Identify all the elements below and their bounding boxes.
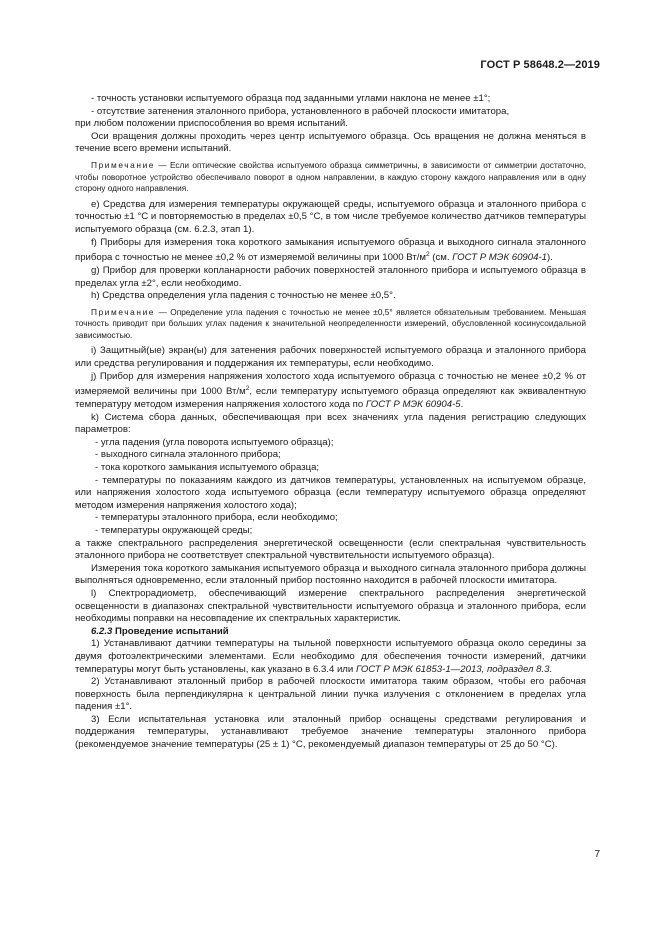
standard-reference: ГОСТ Р МЭК 60904-5 bbox=[365, 399, 461, 411]
list-item: - точность установки испытуемого образца под заданными углами наклона не менее ±1°; bbox=[91, 93, 491, 104]
page-number: 7 bbox=[594, 849, 600, 860]
note-text: — Определение угла падения с точностью не менее ±0,5° является обязательным требованием. Меньшая точность приводит при больших углах падения к значительной неопределенности измерений, обусловленной косинусоидальной зависимостью. bbox=[75, 306, 586, 340]
section-number: 6.2.3 bbox=[91, 625, 113, 637]
paragraph: Измерения тока короткого замыкания испытуемого образца и выходного сигнала эталонного прибора должны выполняться одновременно, если эталонный прибор постоянно находится в рабочей плоскости имитатора. bbox=[75, 562, 586, 587]
text-run: ). bbox=[546, 252, 553, 264]
document-header: ГОСТ Р 58648.2—2019 bbox=[480, 59, 600, 71]
document-body bbox=[75, 93, 586, 752]
paragraph bbox=[75, 237, 586, 265]
list-item: - отсутствие затенения эталонного прибора, установленного в рабочей плоскости имитатора, bbox=[91, 105, 510, 117]
paragraph: g) Прибор для проверки копланарности рабочих поверхностей эталонного прибора и испытуемого образца в пределах угла ±2°, если необходимо. bbox=[75, 264, 586, 289]
list-item: - температуры по показаниям каждого из датчиков температуры, установленных на испытуемом образце, или напряжения холостого хода испытуемого образца (если температуру испытуемого образца определяют методом измерения напряжения холостого хода); bbox=[75, 474, 586, 511]
text-run: 1) Устанавливают датчики температуры на тыльной поверхности испытуемого образца около середины за двумя фотоэлектрическими элементами. Если необходимо для обеспечения точности измерений, датчики температуры могут быть установлены, как указано в 6.3.4 или bbox=[75, 638, 586, 675]
note-label: Примечание bbox=[91, 306, 156, 317]
text-run: (см. bbox=[429, 252, 453, 264]
paragraph: 3) Если испытательная установка или эталонный прибор оснащены средствами регулирования и поддержания температуры, устанавливают требуемое значение температуры эталонного прибора (рекомендуемое значение температуры (25 ± 1) °С, рекомендуемый диапазон температуры от 25 до 50 °С). bbox=[75, 713, 586, 751]
standard-reference: ГОСТ Р МЭК 61853-1—2013, подраздел 8.3 bbox=[355, 663, 550, 675]
paragraph bbox=[75, 638, 586, 676]
note-label: Примечание bbox=[91, 159, 156, 170]
text-run: . bbox=[460, 399, 464, 411]
paragraph: 2) Устанавливают эталонный прибор в рабочей плоскости имитатора таким образом, чтобы его рабочая поверхность была перпендикулярна к центральной линии пучка излучения с отклонением в пределах угла падения ±1°. bbox=[75, 676, 586, 713]
list-item: - температуры окружающей среды; bbox=[95, 524, 253, 536]
section-heading bbox=[75, 626, 586, 639]
text-run: , если температуру испытуемого образца определяют как эквивалентную температуру методом измерения напряжения холостого хода по bbox=[75, 386, 586, 411]
paragraph: k) Система сбора данных, обеспечивающая при всех значениях угла падения регистрацию следующих параметров: bbox=[75, 411, 586, 436]
text-run: . bbox=[549, 663, 553, 675]
paragraph: l) Спектрорадиометр, обеспечивающий измерение спектрального распределения энергетической освещенности в диапазонах спектральной чувствительности испытуемого образца и эталонного прибора, если необходимы поправки на несовпадение их спектральных характеристик. bbox=[75, 587, 586, 625]
standard-reference: ГОСТ Р МЭК 60904-1 bbox=[452, 252, 547, 264]
paragraph: h) Средства определения угла падения с точностью не менее ±0,5°. bbox=[91, 290, 396, 302]
superscript: 2 bbox=[426, 251, 430, 259]
note bbox=[75, 160, 586, 195]
list-item: - тока короткого замыкания испытуемого образца; bbox=[95, 462, 320, 473]
note-text: — Если оптические свойства испытуемого образца симметричны, в зависимости от симметрии достаточно, чтобы поворотное устройство обеспечивало поворот в одном направлении, в каждую сторону каждого направления или в одну сторону одного направления. bbox=[75, 159, 586, 194]
paragraph: а также спектрального распределения энергетической освещенности (если спектральная чувствительность эталонного прибора не соответствует спектральной чувствительности испытуемого образца). bbox=[75, 537, 586, 562]
paragraph: Оси вращения должны проходить через центр испытуемого образца. Ось вращения не должна меняться в течение всего времени испытаний. bbox=[75, 130, 586, 155]
list-item: - выходного сигнала эталонного прибора; bbox=[95, 449, 281, 461]
superscript: 2 bbox=[245, 385, 250, 393]
paragraph bbox=[75, 371, 586, 412]
paragraph: i) Защитный(ые) экран(ы) для затенения рабочих поверхностей испытуемого образца и эталонного прибора или средства регулирования и поддержания их температуры, если необходимо. bbox=[75, 345, 586, 370]
note bbox=[75, 307, 586, 342]
list-item: - угла падения (угла поворота испытуемого образца); bbox=[95, 436, 334, 448]
paragraph: при любом положении приспособления во время испытаний. bbox=[75, 118, 348, 130]
section-title: Проведение испытаний bbox=[112, 625, 229, 637]
paragraph: e) Средства для измерения температуры окружающей среды, испытуемого образца и эталонного прибора с точностью ±1 °С и повторяемостью в пределах ±0,5 °С, в том числе требуемое количество датчиков температуры испытуемого образца (см. 6.2.3, этап 1). bbox=[75, 198, 586, 235]
list-item: - температуры эталонного прибора, если необходимо; bbox=[95, 512, 338, 524]
text-run: f) Приборы для измерения тока короткого замыкания испытуемого образца и выходного сигнала эталонного прибора с точностью не менее ±0,2 % от измеряемой величины при 1000 Вт/м bbox=[75, 236, 586, 264]
text-run: j) Прибор для измерения напряжения холостого хода испытуемого образца с точностью не менее ±0,2 % от измеряемой величины при 1000 Вт/м bbox=[75, 370, 586, 398]
